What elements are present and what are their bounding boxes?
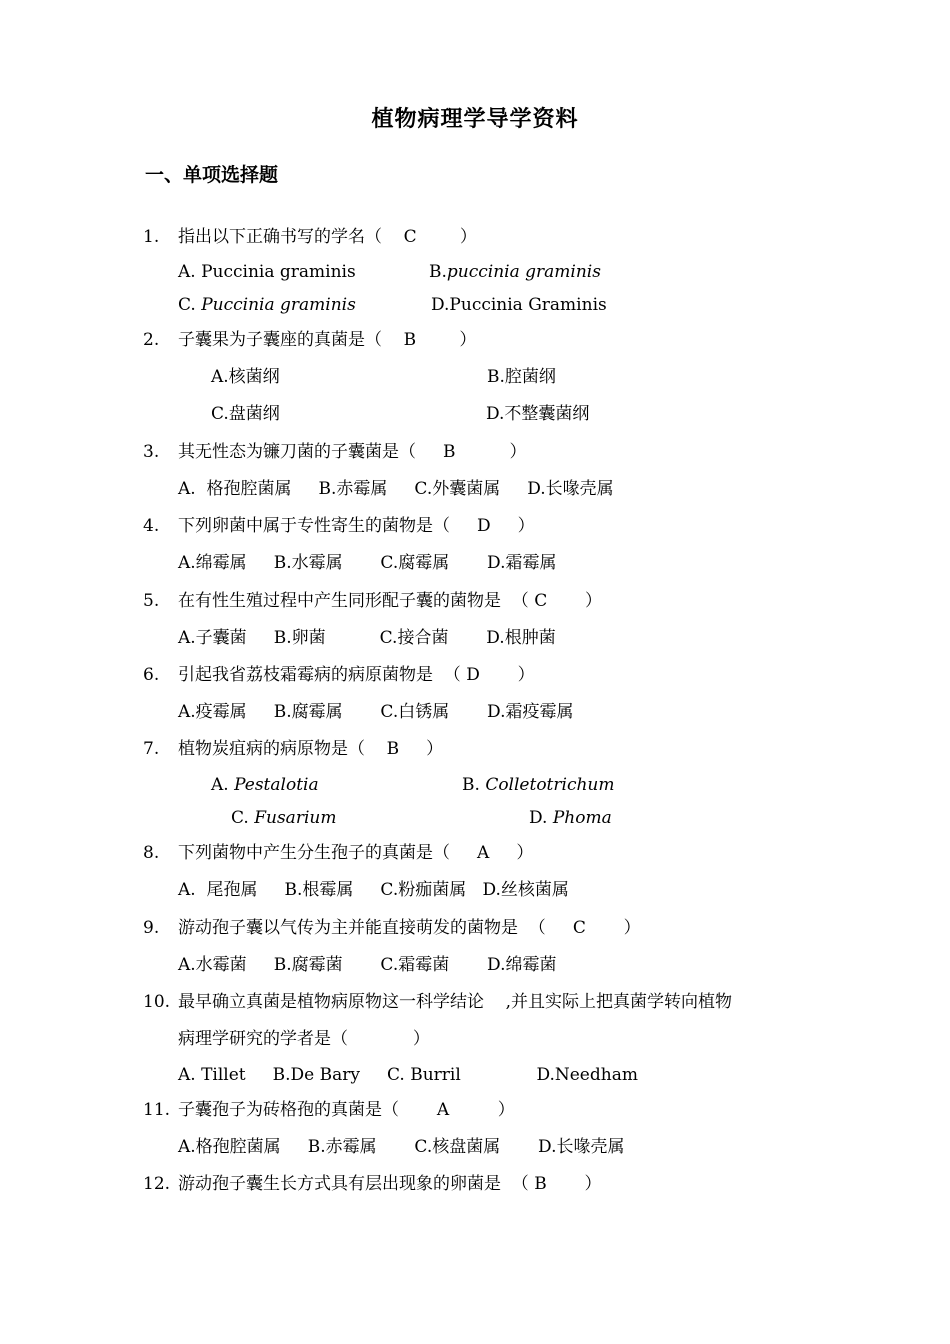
option-d: D. Phoma (529, 808, 612, 828)
option-a: A. Puccinia graminis (178, 262, 356, 282)
option-a: A.核菌纲 (211, 367, 280, 387)
option-a: A. Pestalotia (211, 775, 319, 795)
option-b: B.puccinia graminis (429, 262, 601, 282)
options-line: A.疫霉属 B.腐霉属 C.白锈属 D.霜疫霉属 (178, 702, 574, 722)
question-text: 其无性态为镰刀菌的子囊菌是（ B ） (178, 442, 527, 462)
options-line: A. 格孢腔菌属 B.赤霉属 C.外囊菌属 D.长喙壳属 (178, 479, 614, 499)
options-line: A.子囊菌 B.卵菌 C.接合菌 D.根肿菌 (178, 628, 556, 648)
question-number: 12. (143, 1174, 171, 1194)
question-text: 指出以下正确书写的学名（ C ） (178, 227, 477, 247)
option-d: D.Puccinia Graminis (431, 295, 607, 315)
options-line: A.水霉菌 B.腐霉菌 C.霜霉菌 D.绵霉菌 (178, 955, 557, 975)
option-c: C. Puccinia graminis (178, 295, 356, 315)
option-b: B. Colletotrichum (462, 775, 615, 795)
question-number: 3. (143, 442, 160, 462)
question-number: 7. (143, 739, 160, 759)
options-line: A.格孢腔菌属 B.赤霉属 C.核盘菌属 D.长喙壳属 (178, 1137, 625, 1157)
question-number: 11. (143, 1100, 171, 1120)
question-number: 10. (143, 992, 171, 1012)
document-title: 植物病理学导学资料 (371, 106, 579, 132)
question-number: 1. (143, 227, 160, 247)
question-number: 5. (143, 591, 160, 611)
question-text-continued: 病理学研究的学者是（ ） (178, 1029, 430, 1049)
option-b: B.腔菌纲 (487, 367, 556, 387)
question-text: 最早确立真菌是植物病原物这一科学结论 ,并且实际上把真菌学转向植物 (178, 992, 733, 1012)
question-text: 游动孢子囊以气传为主并能直接萌发的菌物是 （ C ） (178, 918, 641, 938)
question-text: 下列菌物中产生分生孢子的真菌是（ A ） (178, 843, 534, 863)
section-heading: 一、单项选择题 (145, 164, 279, 186)
question-text: 下列卵菌中属于专性寄生的菌物是（ D ） (178, 516, 535, 536)
question-text: 在有性生殖过程中产生同形配子囊的菌物是 （ C ） (178, 591, 603, 611)
option-c: C.盘菌纲 (211, 404, 280, 424)
question-text: 子囊果为子囊座的真菌是（ B ） (178, 330, 477, 350)
options-line: A.绵霉属 B.水霉属 C.腐霉属 D.霜霉属 (178, 553, 557, 573)
question-number: 6. (143, 665, 160, 685)
question-text: 子囊孢子为砖格孢的真菌是（ A ） (178, 1100, 515, 1120)
options-line: A. Tillet B.De Bary C. Burril D.Needham (178, 1065, 638, 1085)
options-line: A. 尾孢属 B.根霉属 C.粉痂菌属 D.丝核菌属 (178, 880, 569, 900)
question-text: 引起我省荔枝霜霉病的病原菌物是 （ D ） (178, 665, 535, 685)
option-c: C. Fusarium (231, 808, 337, 828)
option-d: D.不整囊菌纲 (486, 404, 590, 424)
question-text: 植物炭疽病的病原物是（ B ） (178, 739, 444, 759)
question-number: 8. (143, 843, 160, 863)
question-number: 9. (143, 918, 160, 938)
question-number: 4. (143, 516, 160, 536)
question-number: 2. (143, 330, 160, 350)
question-text: 游动孢子囊生长方式具有层出现象的卵菌是 （ B ） (178, 1174, 602, 1194)
